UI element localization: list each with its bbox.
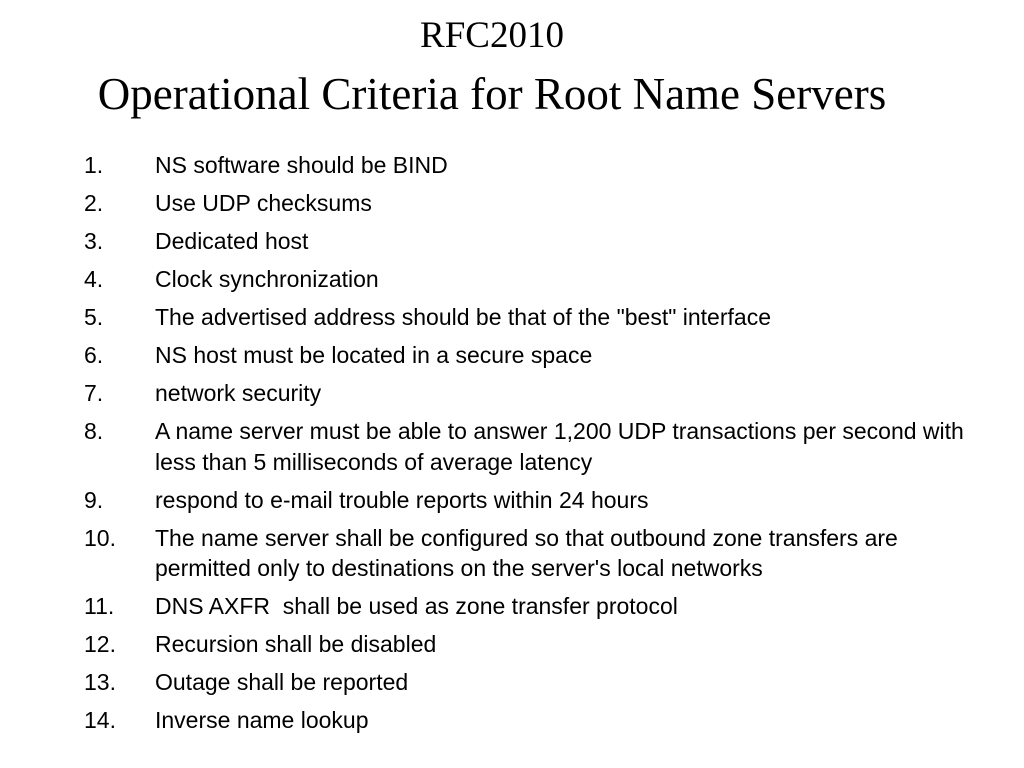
list-item	[84, 591, 984, 622]
list-item	[84, 340, 984, 371]
list-item-number: 4.	[84, 266, 104, 292]
list-item	[84, 226, 984, 257]
list-item-number: 10.	[84, 524, 116, 551]
list-item	[84, 629, 984, 660]
list-item-text: network security	[155, 380, 322, 406]
list-item-text: A name server must be able to answer 1,200 UDP transactions per second with less than 5 milliseconds of average latency	[155, 418, 964, 475]
list-item-number: 3.	[84, 228, 104, 254]
list-item-text: NS host must be located in a secure space	[155, 342, 593, 368]
list-item-text: Inverse name lookup	[155, 707, 369, 733]
list-item-text: Use UDP checksums	[155, 190, 372, 216]
list-item	[84, 188, 984, 219]
list-item-number: 8.	[84, 418, 104, 444]
list-item-number: 11.	[84, 593, 115, 619]
slide-title: Operational Criteria for Root Name Servers	[97, 69, 887, 119]
list-item	[84, 264, 984, 295]
list-item-number: 5.	[84, 304, 104, 330]
list-item	[84, 485, 984, 516]
criteria-list	[84, 150, 984, 743]
list-item-number: 6.	[84, 342, 104, 368]
list-item-number: 12.	[84, 631, 116, 657]
list-item-text: Recursion shall be disabled	[155, 631, 437, 657]
list-item-number: 7.	[84, 380, 104, 406]
list-item-text: The name server shall be configured so that outbound zone transfers are permitted only to destinations on the server's local networks	[155, 524, 898, 581]
list-item-text: Clock synchronization	[155, 266, 379, 292]
list-item-text: Dedicated host	[155, 228, 309, 254]
list-item-text: The advertised address should be that of the "best" interface	[155, 304, 771, 330]
list-item-number: 9.	[84, 486, 104, 513]
list-item-text: Outage shall be reported	[155, 669, 409, 695]
slide-title-rfc: RFC2010	[420, 15, 564, 56]
list-item	[84, 302, 984, 333]
list-item-text: DNS AXFR shall be used as zone transfer protocol	[155, 593, 678, 619]
list-item	[84, 378, 984, 409]
list-item	[84, 523, 984, 584]
list-item-number: 1.	[84, 152, 104, 178]
list-item	[84, 150, 984, 181]
list-item-text: respond to e-mail trouble reports within 24 hours	[155, 486, 649, 513]
list-item	[84, 705, 984, 736]
list-item-number: 13.	[84, 669, 116, 695]
list-item	[84, 667, 984, 698]
list-item	[84, 416, 984, 477]
list-item-text: NS software should be BIND	[155, 152, 448, 178]
list-item-number: 2.	[84, 190, 104, 216]
list-item-number: 14.	[84, 707, 116, 733]
